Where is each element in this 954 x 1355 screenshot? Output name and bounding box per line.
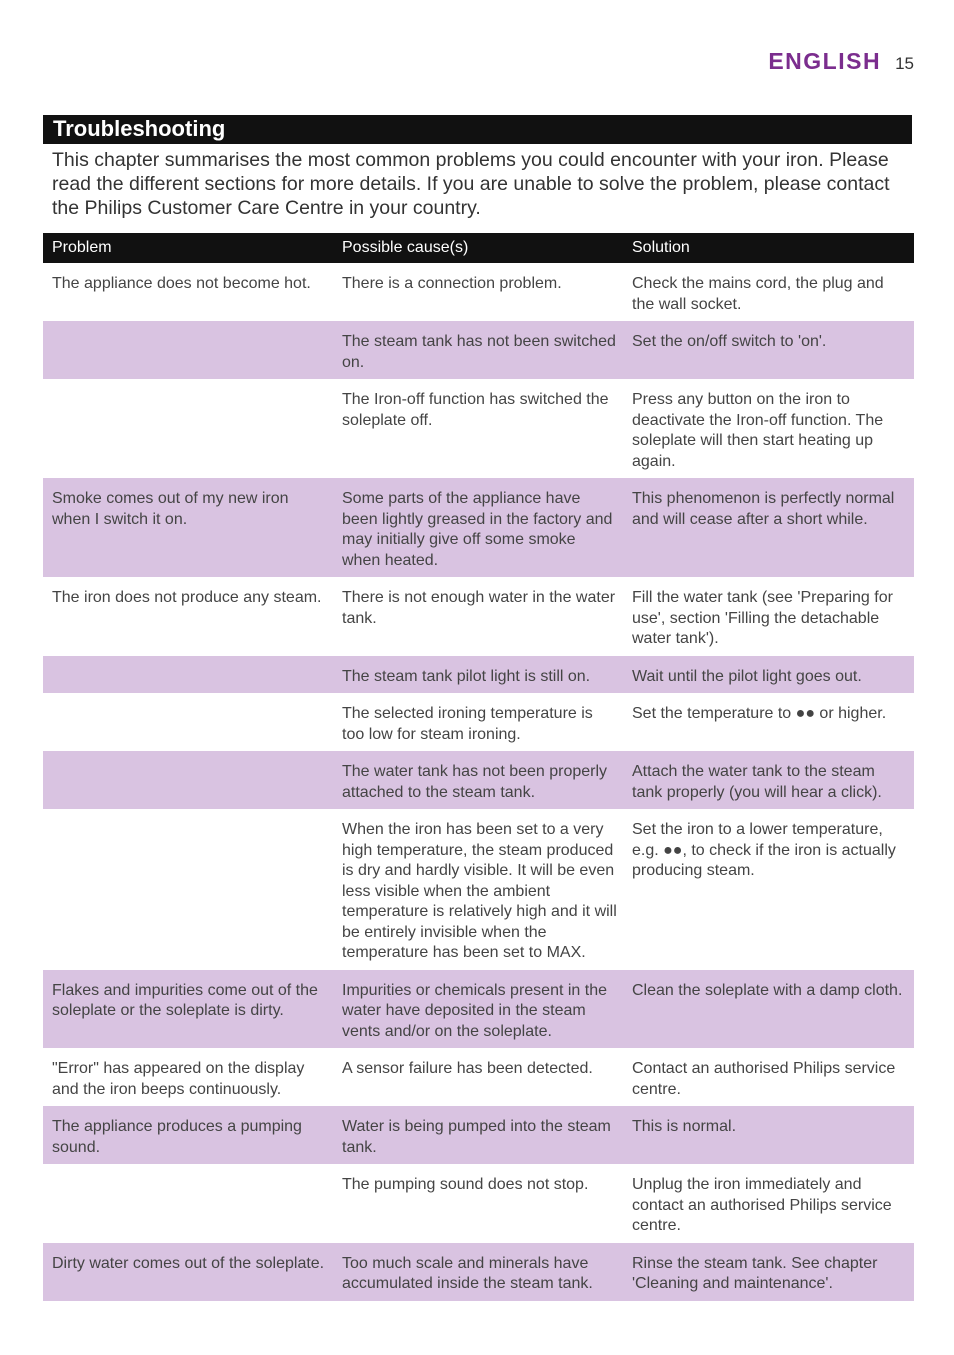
intro-paragraph: This chapter summarises the most common problems you could encounter with your iron. Please read the different sections for more details. If you are unable to solve the problem, please contact the Philips Customer Care Centre in your country. <box>52 149 890 219</box>
page-header <box>768 48 914 75</box>
cause-cell: Impurities or chemicals present in the water have deposited in the steam vents and/or on the soleplate. <box>342 981 607 1040</box>
table-row <box>43 970 914 1049</box>
cause-cell: A sensor failure has been detected. <box>342 1060 593 1077</box>
table-row <box>43 656 914 694</box>
solution-cell: Clean the soleplate with a damp cloth. <box>632 981 903 999</box>
table-row <box>43 321 914 379</box>
page-number: 15 <box>895 54 914 73</box>
table-row <box>43 751 914 809</box>
header-cause: Possible cause(s) <box>342 239 469 256</box>
problem-cell: The iron does not produce any steam. <box>52 589 322 606</box>
solution-cell: This phenomenon is perfectly normal and will cease after a short while. <box>632 490 895 528</box>
solution-cell: Set the iron to a lower temperature, e.g. ●●, to check if the iron is actually producing steam. <box>632 821 896 879</box>
solution-cell: Contact an authorised Philips service centre. <box>632 1060 896 1098</box>
problem-cell <box>43 809 333 970</box>
cause-cell: The steam tank has not been switched on. <box>342 333 616 371</box>
table-row <box>43 263 914 321</box>
table-row <box>43 809 914 970</box>
solution-cell: Press any button on the iron to deactivate the Iron-off function. The soleplate will then start heating up again. <box>632 391 884 470</box>
table-body <box>43 263 914 1301</box>
language-label: ENGLISH <box>768 48 882 74</box>
problem-cell <box>43 693 333 751</box>
table-row <box>43 1106 914 1164</box>
section-title-bar <box>43 115 912 144</box>
problem-cell: Flakes and impurities come out of the soleplate or the soleplate is dirty. <box>52 981 318 1019</box>
problem-cell: The appliance produces a pumping sound. <box>52 1118 302 1156</box>
cause-cell: There is a connection problem. <box>342 275 562 292</box>
troubleshooting-table <box>43 233 914 1301</box>
cause-cell: When the iron has been set to a very high temperature, the steam produced is dry and hardly visible. It will be even less visible when the ambient temperature is relatively high and it will be entirely invisible when the temperature has been set to MAX. <box>342 821 617 961</box>
problem-cell: "Error" has appeared on the display and the iron beeps continuously. <box>52 1060 305 1098</box>
problem-cell: Smoke comes out of my new iron when I switch it on. <box>52 490 289 528</box>
cause-cell: Too much scale and minerals have accumulated inside the steam tank. <box>342 1254 593 1292</box>
header-solution: Solution <box>632 239 690 256</box>
solution-cell: Fill the water tank (see 'Preparing for use', section 'Filling the detachable water tank'). <box>632 589 893 647</box>
cause-cell: Water is being pumped into the steam tank. <box>342 1118 611 1156</box>
solution-cell: Set the on/off switch to 'on'. <box>632 333 827 350</box>
problem-cell <box>43 1164 333 1243</box>
solution-cell: Set the temperature to ●● or higher. <box>632 705 887 722</box>
table-row <box>43 1243 914 1301</box>
solution-cell: Unplug the iron immediately and contact an authorised Philips service centre. <box>632 1176 892 1234</box>
solution-cell: Attach the water tank to the steam tank properly (you will hear a click). <box>632 763 882 801</box>
problem-cell <box>43 656 333 694</box>
solution-cell: Wait until the pilot light goes out. <box>632 667 862 685</box>
problem-cell <box>43 321 333 379</box>
cause-cell: Some parts of the appliance have been lightly greased in the factory and may initially give off some smoke when heated. <box>342 490 613 569</box>
problem-cell: Dirty water comes out of the soleplate. <box>52 1254 325 1272</box>
table-row <box>43 379 914 478</box>
table-header <box>43 233 914 263</box>
cause-cell: The Iron-off function has switched the soleplate off. <box>342 391 609 429</box>
cause-cell: The water tank has not been properly attached to the steam tank. <box>342 763 608 801</box>
cause-cell: The pumping sound does not stop. <box>342 1176 589 1193</box>
header-problem: Problem <box>52 239 112 256</box>
table-row <box>43 577 914 656</box>
solution-cell: Check the mains cord, the plug and the wall socket. <box>632 275 884 313</box>
cause-cell: The steam tank pilot light is still on. <box>342 667 591 685</box>
problem-cell: The appliance does not become hot. <box>52 275 311 292</box>
table-row <box>43 478 914 577</box>
table-row <box>43 693 914 751</box>
problem-cell <box>43 379 333 478</box>
table-row <box>43 1164 914 1243</box>
cause-cell: There is not enough water in the water tank. <box>342 589 616 627</box>
solution-cell: Rinse the steam tank. See chapter 'Cleaning and maintenance'. <box>632 1254 878 1292</box>
table-row <box>43 1048 914 1106</box>
problem-cell <box>43 751 333 809</box>
solution-cell: This is normal. <box>632 1118 737 1135</box>
section-title: Troubleshooting <box>53 116 226 141</box>
cause-cell: The selected ironing temperature is too low for steam ironing. <box>342 705 593 743</box>
